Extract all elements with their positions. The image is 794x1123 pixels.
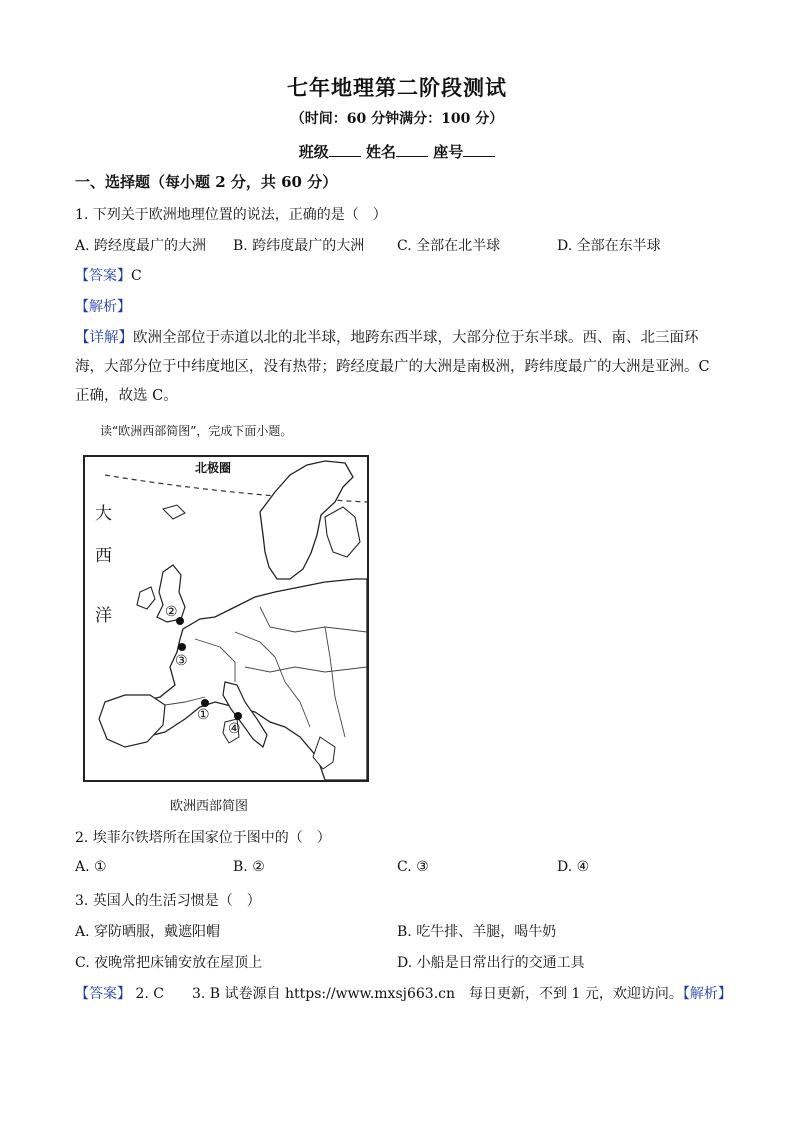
q2-option-d (557, 859, 589, 875)
western-europe-map (83, 455, 369, 782)
q1-stem: 1. 下列关于欧洲地理位置的说法，正确的是（ ） (75, 207, 387, 223)
marker-label-2: ② (165, 604, 178, 620)
answer-value: C (131, 268, 142, 284)
q3-option-c: C. 夜晚常把床铺安放在屋顶上 (75, 955, 263, 971)
exam-title: 七年地理第二阶段测试 (287, 75, 507, 100)
option-letter: C. (397, 859, 412, 875)
marker-dot-4 (234, 712, 242, 720)
island-shape (163, 505, 185, 519)
iberia-shape (99, 695, 165, 747)
ireland-shape (137, 587, 155, 609)
q3-option-a: A. 穿防晒服，戴遮阳帽 (75, 924, 221, 940)
q3-option-d: D. 小船是日常出行的交通工具 (397, 955, 585, 971)
option-mark: ① (94, 859, 107, 875)
marker-label-1: ① (197, 707, 210, 723)
marker-label-3: ③ (175, 653, 188, 669)
arctic-circle-label: 北极圈 (195, 461, 232, 475)
detail-text: 欧洲全部位于赤道以北的北半球，地跨东西半球，大部分位于东半球。西、南、北三面环海，大部分位于中纬度地区，没有热带；跨经度最广的大洲是南极洲，跨纬度最广的大洲是亚洲。C 正确，故选 C。 (75, 330, 710, 404)
footer-analysis-tag: 【解析】 (682, 986, 732, 1002)
name-label: 姓名 (365, 143, 396, 161)
q2-option-a (75, 859, 107, 875)
q1-detail (75, 324, 720, 411)
ocean-char-3: 洋 (95, 606, 112, 626)
detail-tag: 【详解】 (75, 330, 133, 346)
q2-stem: 2. 埃菲尔铁塔所在国家位于图中的（ ） (75, 830, 331, 846)
option-letter: B. (233, 859, 248, 875)
q2-option-c (397, 859, 429, 875)
seat-blank[interactable] (463, 142, 495, 157)
finland-shape (325, 507, 360, 557)
ocean-char-2: 西 (95, 546, 112, 566)
ocean-char-1: 大 (95, 504, 112, 524)
footer-answer-tag: 【答案】 (75, 986, 131, 1002)
marker-label-4: ④ (228, 721, 241, 737)
option-mark: ④ (576, 859, 590, 875)
student-info-line (0, 141, 794, 162)
q3-option-b: B. 吃牛排、羊腿，喝牛奶 (397, 924, 557, 940)
q1-option-a: A. 跨经度最广的大洲 (75, 238, 207, 254)
seat-label: 座号 (433, 143, 464, 161)
q2-option-b (233, 859, 265, 875)
option-letter: D. (557, 859, 573, 875)
q1-answer (75, 265, 142, 285)
q1-option-d: D. 全部在东半球 (557, 238, 661, 254)
class-blank[interactable] (329, 142, 361, 157)
marker-dot-3 (178, 643, 186, 651)
q1-option-c: C. 全部在北半球 (397, 238, 501, 254)
map-caption: 欧洲西部简图 (170, 799, 249, 814)
option-mark: ② (252, 859, 265, 875)
footer-answer-line (75, 983, 732, 1003)
exam-subtitle: （时间：60 分钟满分：100 分） (290, 111, 504, 127)
name-blank[interactable] (396, 142, 428, 157)
option-letter: A. (75, 859, 90, 875)
answer-tag: 【答案】 (75, 268, 131, 284)
marker-dot-1 (201, 699, 209, 707)
q1-option-b: B. 跨纬度最广的大洲 (233, 238, 365, 254)
map-drawing (85, 457, 367, 780)
footer-source[interactable]: 试卷源自 https://www.mxsj663.cn 每日更新，不到 1 元，欢迎访问。 (224, 986, 683, 1002)
reading-prompt: 读“欧洲西部简图”，完成下面小题。 (100, 424, 293, 438)
footer-answers: 2. C 3. B (135, 986, 221, 1002)
class-label: 班级 (298, 143, 329, 161)
section-heading: 一、选择题（每小题 2 分，共 60 分） (75, 173, 338, 191)
q3-stem: 3. 英国人的生活习惯是（ ） (75, 893, 261, 909)
option-mark: ③ (416, 859, 429, 875)
analysis-tag: 【解析】 (75, 299, 131, 315)
